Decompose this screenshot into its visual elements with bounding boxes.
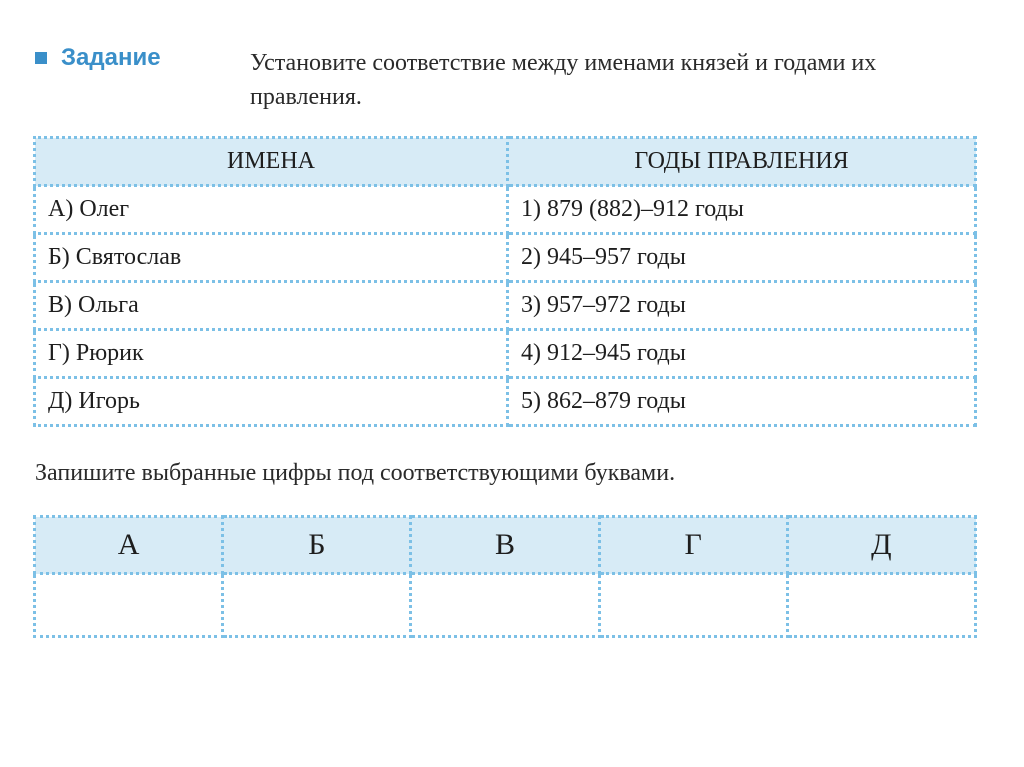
matching-table-header xyxy=(35,138,976,186)
reign-years: 5) 862–879 годы xyxy=(508,378,976,426)
prince-name: В) Ольга xyxy=(35,282,508,330)
table-row xyxy=(35,378,976,426)
answer-values-row xyxy=(35,574,976,637)
header-years: ГОДЫ ПРАВЛЕНИЯ xyxy=(508,138,976,186)
answer-letters-row xyxy=(35,517,976,574)
reign-years: 3) 957–972 годы xyxy=(508,282,976,330)
table-row xyxy=(35,282,976,330)
answer-letter-v: В xyxy=(411,517,599,574)
answer-prompt: Запишите выбранные цифры под соответствующими буквами. xyxy=(35,460,676,486)
matching-table xyxy=(33,136,977,427)
answer-letter-a: А xyxy=(35,517,223,574)
square-marker-icon xyxy=(35,52,47,64)
prince-name: Г) Рюрик xyxy=(35,330,508,378)
header-names: ИМЕНА xyxy=(35,138,508,186)
table-row xyxy=(35,186,976,234)
answer-cell-a[interactable] xyxy=(35,574,223,637)
answer-letter-g: Г xyxy=(599,517,787,574)
table-row xyxy=(35,234,976,282)
answer-cell-d[interactable] xyxy=(787,574,975,637)
prince-name: Д) Игорь xyxy=(35,378,508,426)
table-row xyxy=(35,330,976,378)
answer-cell-b[interactable] xyxy=(223,574,411,637)
answer-cell-v[interactable] xyxy=(411,574,599,637)
answer-letter-b: Б xyxy=(223,517,411,574)
task-instruction: Установите соответствие между именами князей и годами их правления. xyxy=(250,50,877,110)
answer-letter-d: Д xyxy=(787,517,975,574)
task-label-text: Задание xyxy=(61,44,161,71)
reign-years: 4) 912–945 годы xyxy=(508,330,976,378)
prince-name: Б) Святослав xyxy=(35,234,508,282)
prince-name: А) Олег xyxy=(35,186,508,234)
answer-cell-g[interactable] xyxy=(599,574,787,637)
answer-table xyxy=(33,515,977,638)
reign-years: 1) 879 (882)–912 годы xyxy=(508,186,976,234)
task-label xyxy=(35,44,161,72)
reign-years: 2) 945–957 годы xyxy=(508,234,976,282)
